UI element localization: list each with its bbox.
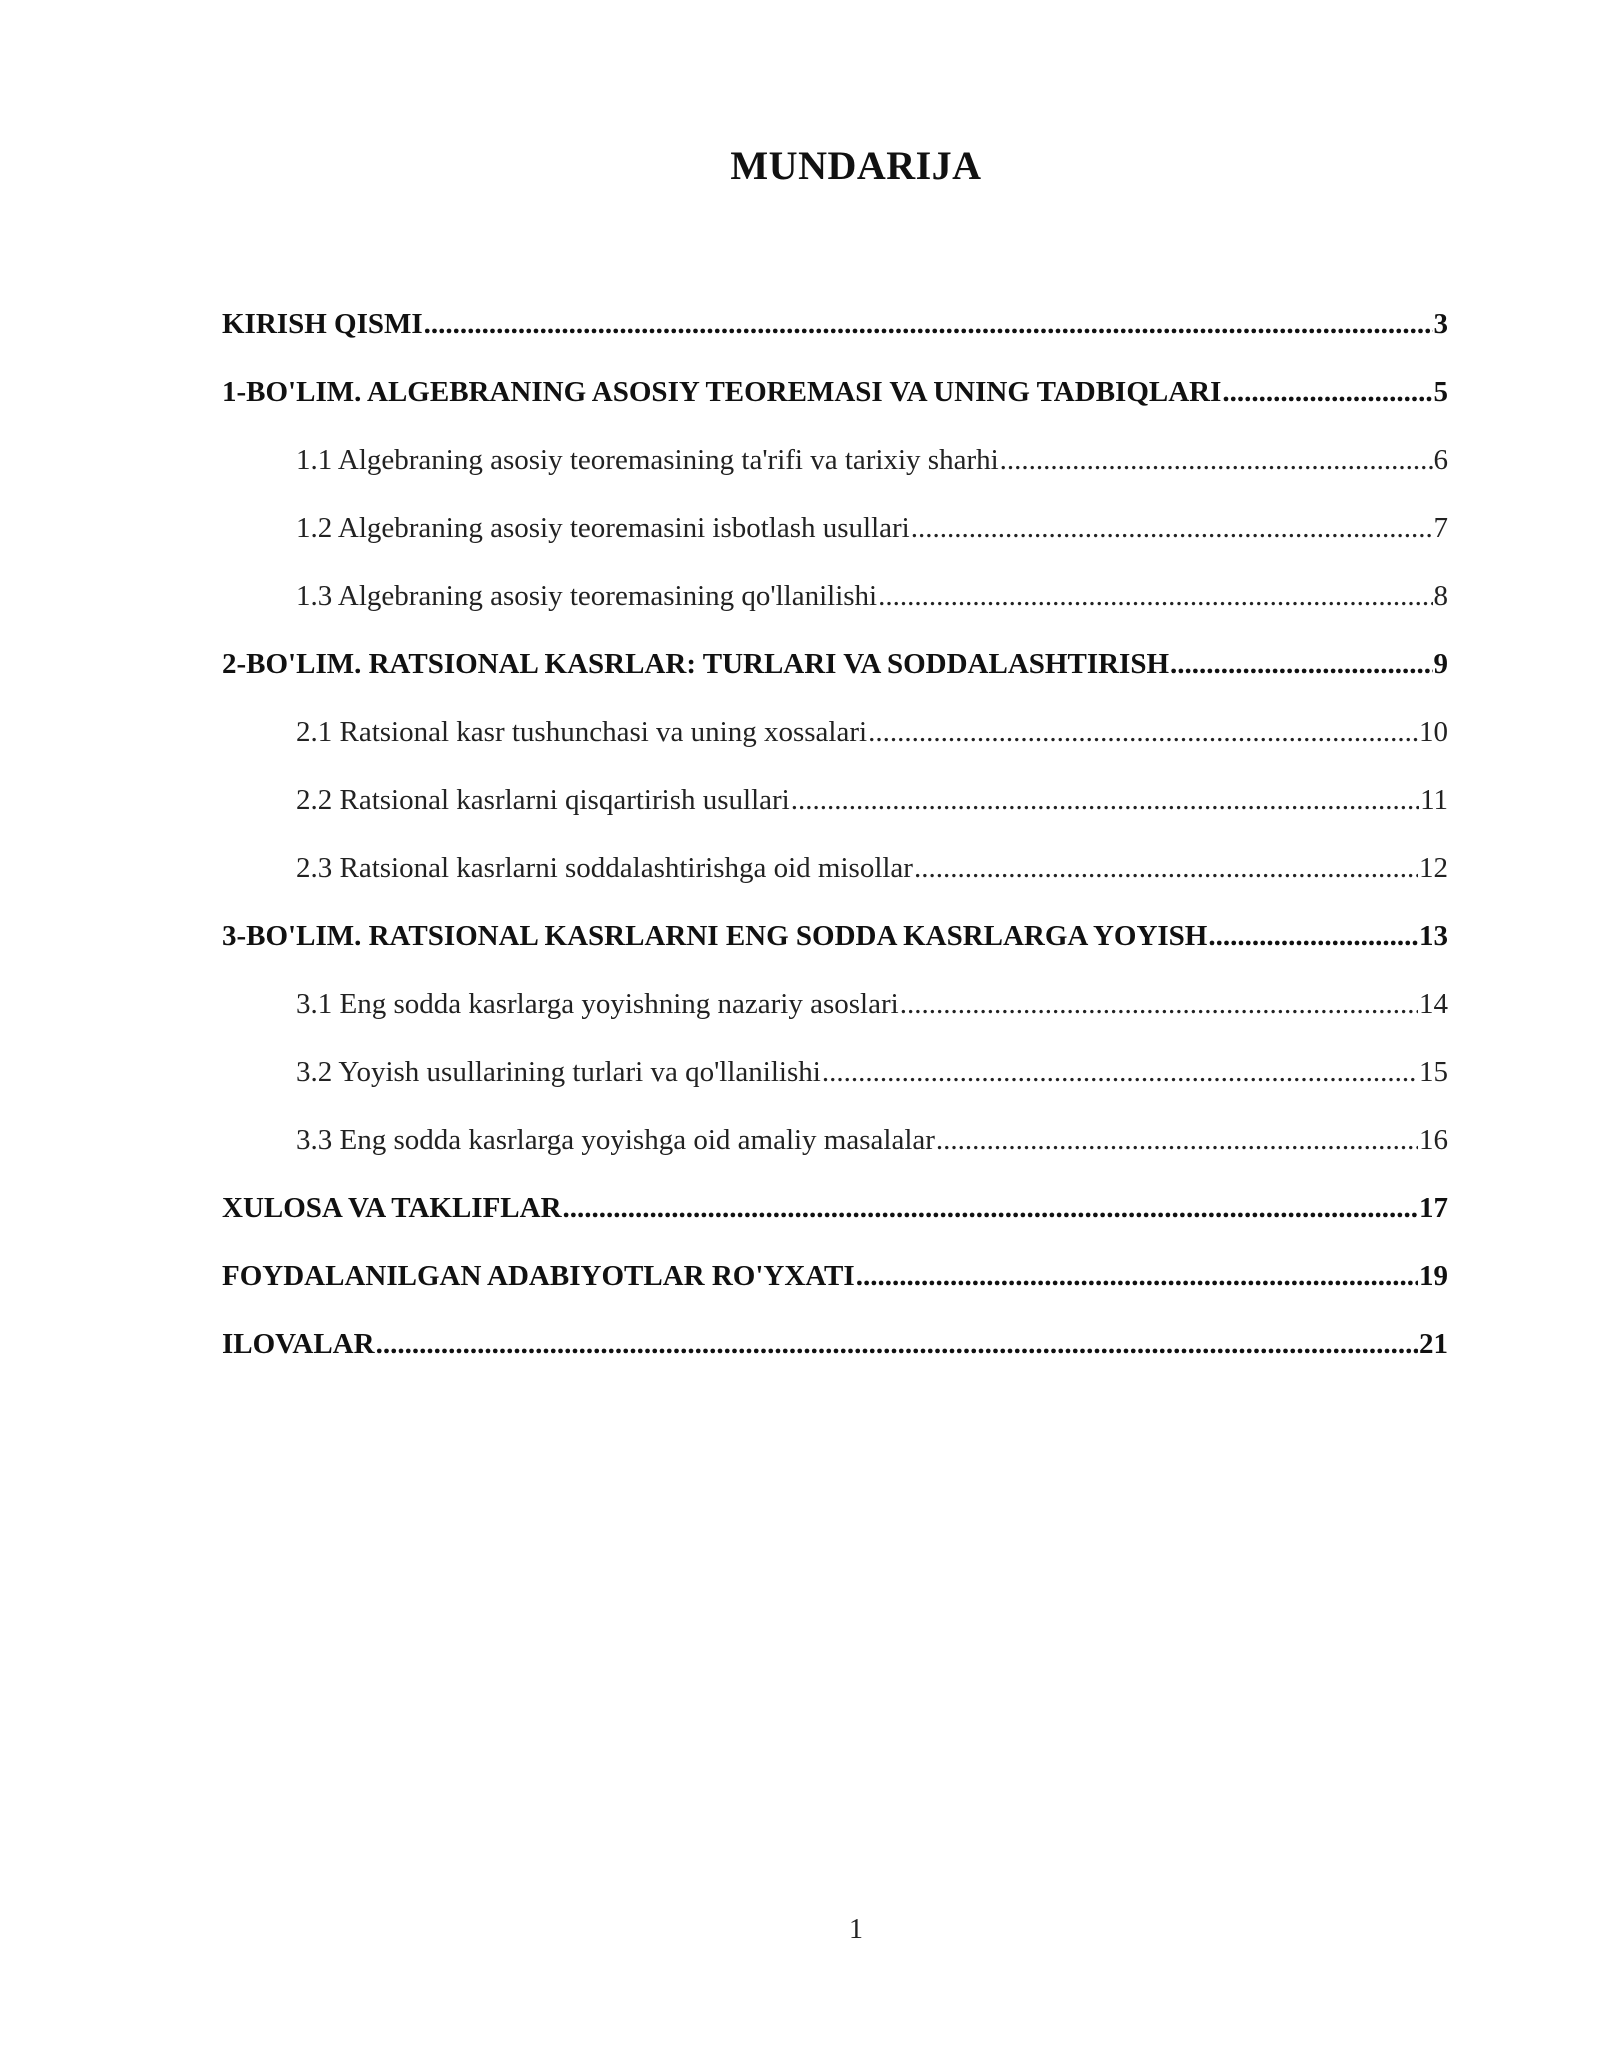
page-number: 1 bbox=[849, 1914, 863, 1945]
toc-entry-title: 3.3 Eng sodda kasrlarga yoyishga oid amaliy masalalar bbox=[296, 1124, 935, 1156]
toc-subentry[interactable] bbox=[222, 562, 1448, 630]
dot-leader bbox=[424, 290, 1433, 358]
toc-entry-title: 1.1 Algebraning asosiy teoremasining ta'rifi va tarixiy sharhi bbox=[296, 444, 999, 476]
toc-subentry[interactable] bbox=[222, 494, 1448, 562]
toc-entry[interactable] bbox=[222, 630, 1448, 698]
toc-entry-page: 13 bbox=[1419, 920, 1448, 952]
dot-leader bbox=[911, 494, 1433, 562]
table-of-contents bbox=[222, 290, 1448, 1378]
dot-leader bbox=[1208, 902, 1418, 970]
toc-subentry[interactable] bbox=[222, 426, 1448, 494]
toc-entry-title: FOYDALANILGAN ADABIYOTLAR RO'YXATI bbox=[222, 1260, 855, 1292]
toc-entry-page: 8 bbox=[1433, 580, 1448, 612]
toc-entry-title: KIRISH QISMI bbox=[222, 308, 423, 340]
toc-entry-page: 15 bbox=[1419, 1056, 1448, 1088]
dot-leader bbox=[878, 562, 1432, 630]
dot-leader bbox=[791, 766, 1419, 834]
dot-leader bbox=[1222, 358, 1432, 426]
dot-leader bbox=[914, 834, 1418, 902]
toc-entry-title: 1-BO'LIM. ALGEBRANING ASOSIY TEOREMASI VA UNING TADBIQLARI bbox=[222, 376, 1222, 408]
toc-entry-title: 3-BO'LIM. RATSIONAL KASRLARNI ENG SODDA KASRLARGA YOYISH bbox=[222, 920, 1208, 952]
dot-leader bbox=[563, 1174, 1418, 1242]
toc-entry-page: 6 bbox=[1433, 444, 1448, 476]
toc-entry[interactable] bbox=[222, 1310, 1448, 1378]
toc-subentry[interactable] bbox=[222, 766, 1448, 834]
toc-entry-page: 12 bbox=[1419, 852, 1448, 884]
toc-entry-title: 3.1 Eng sodda kasrlarga yoyishning nazariy asoslari bbox=[296, 988, 899, 1020]
toc-entry-title: 2.2 Ratsional kasrlarni qisqartirish usullari bbox=[296, 784, 790, 816]
toc-entry-title: 1.3 Algebraning asosiy teoremasining qo'llanilishi bbox=[296, 580, 878, 612]
toc-subentry[interactable] bbox=[222, 970, 1448, 1038]
toc-entry-page: 3 bbox=[1433, 308, 1448, 340]
toc-entry-page: 5 bbox=[1433, 376, 1448, 408]
toc-entry[interactable] bbox=[222, 902, 1448, 970]
toc-subentry[interactable] bbox=[222, 698, 1448, 766]
toc-entry-title: 2-BO'LIM. RATSIONAL KASRLAR: TURLARI VA SODDALASHTIRISH bbox=[222, 648, 1170, 680]
toc-entry-page: 16 bbox=[1419, 1124, 1448, 1156]
toc-entry-title: XULOSA VA TAKLIFLAR bbox=[222, 1192, 562, 1224]
toc-entry-title: 2.1 Ratsional kasr tushunchasi va uning xossalari bbox=[296, 716, 868, 748]
toc-entry-page: 10 bbox=[1419, 716, 1448, 748]
toc-subentry[interactable] bbox=[222, 834, 1448, 902]
dot-leader bbox=[1000, 426, 1433, 494]
toc-entry-title: 1.2 Algebraning asosiy teoremasini isbotlash usullari bbox=[296, 512, 910, 544]
toc-entry-page: 21 bbox=[1419, 1328, 1448, 1360]
toc-entry[interactable] bbox=[222, 290, 1448, 358]
dot-leader bbox=[1170, 630, 1432, 698]
toc-entry-page: 9 bbox=[1433, 648, 1448, 680]
toc-entry[interactable] bbox=[222, 358, 1448, 426]
toc-subentry[interactable] bbox=[222, 1038, 1448, 1106]
dot-leader bbox=[856, 1242, 1418, 1310]
dot-leader bbox=[936, 1106, 1418, 1174]
dot-leader bbox=[822, 1038, 1418, 1106]
page-title: MUNDARIJA bbox=[730, 143, 982, 188]
toc-entry[interactable] bbox=[222, 1174, 1448, 1242]
title-container bbox=[0, 142, 1600, 189]
toc-entry-page: 7 bbox=[1433, 512, 1448, 544]
toc-entry-title: 3.2 Yoyish usullarining turlari va qo'llanilishi bbox=[296, 1056, 821, 1088]
toc-entry[interactable] bbox=[222, 1242, 1448, 1310]
dot-leader bbox=[900, 970, 1418, 1038]
dot-leader bbox=[868, 698, 1418, 766]
toc-entry-title: ILOVALAR bbox=[222, 1328, 375, 1360]
toc-subentry[interactable] bbox=[222, 1106, 1448, 1174]
dot-leader bbox=[376, 1310, 1418, 1378]
toc-entry-page: 11 bbox=[1420, 784, 1448, 816]
toc-entry-title: 2.3 Ratsional kasrlarni soddalashtirishga oid misollar bbox=[296, 852, 913, 884]
toc-entry-page: 17 bbox=[1419, 1192, 1448, 1224]
toc-entry-page: 14 bbox=[1419, 988, 1448, 1020]
toc-entry-page: 19 bbox=[1419, 1260, 1448, 1292]
